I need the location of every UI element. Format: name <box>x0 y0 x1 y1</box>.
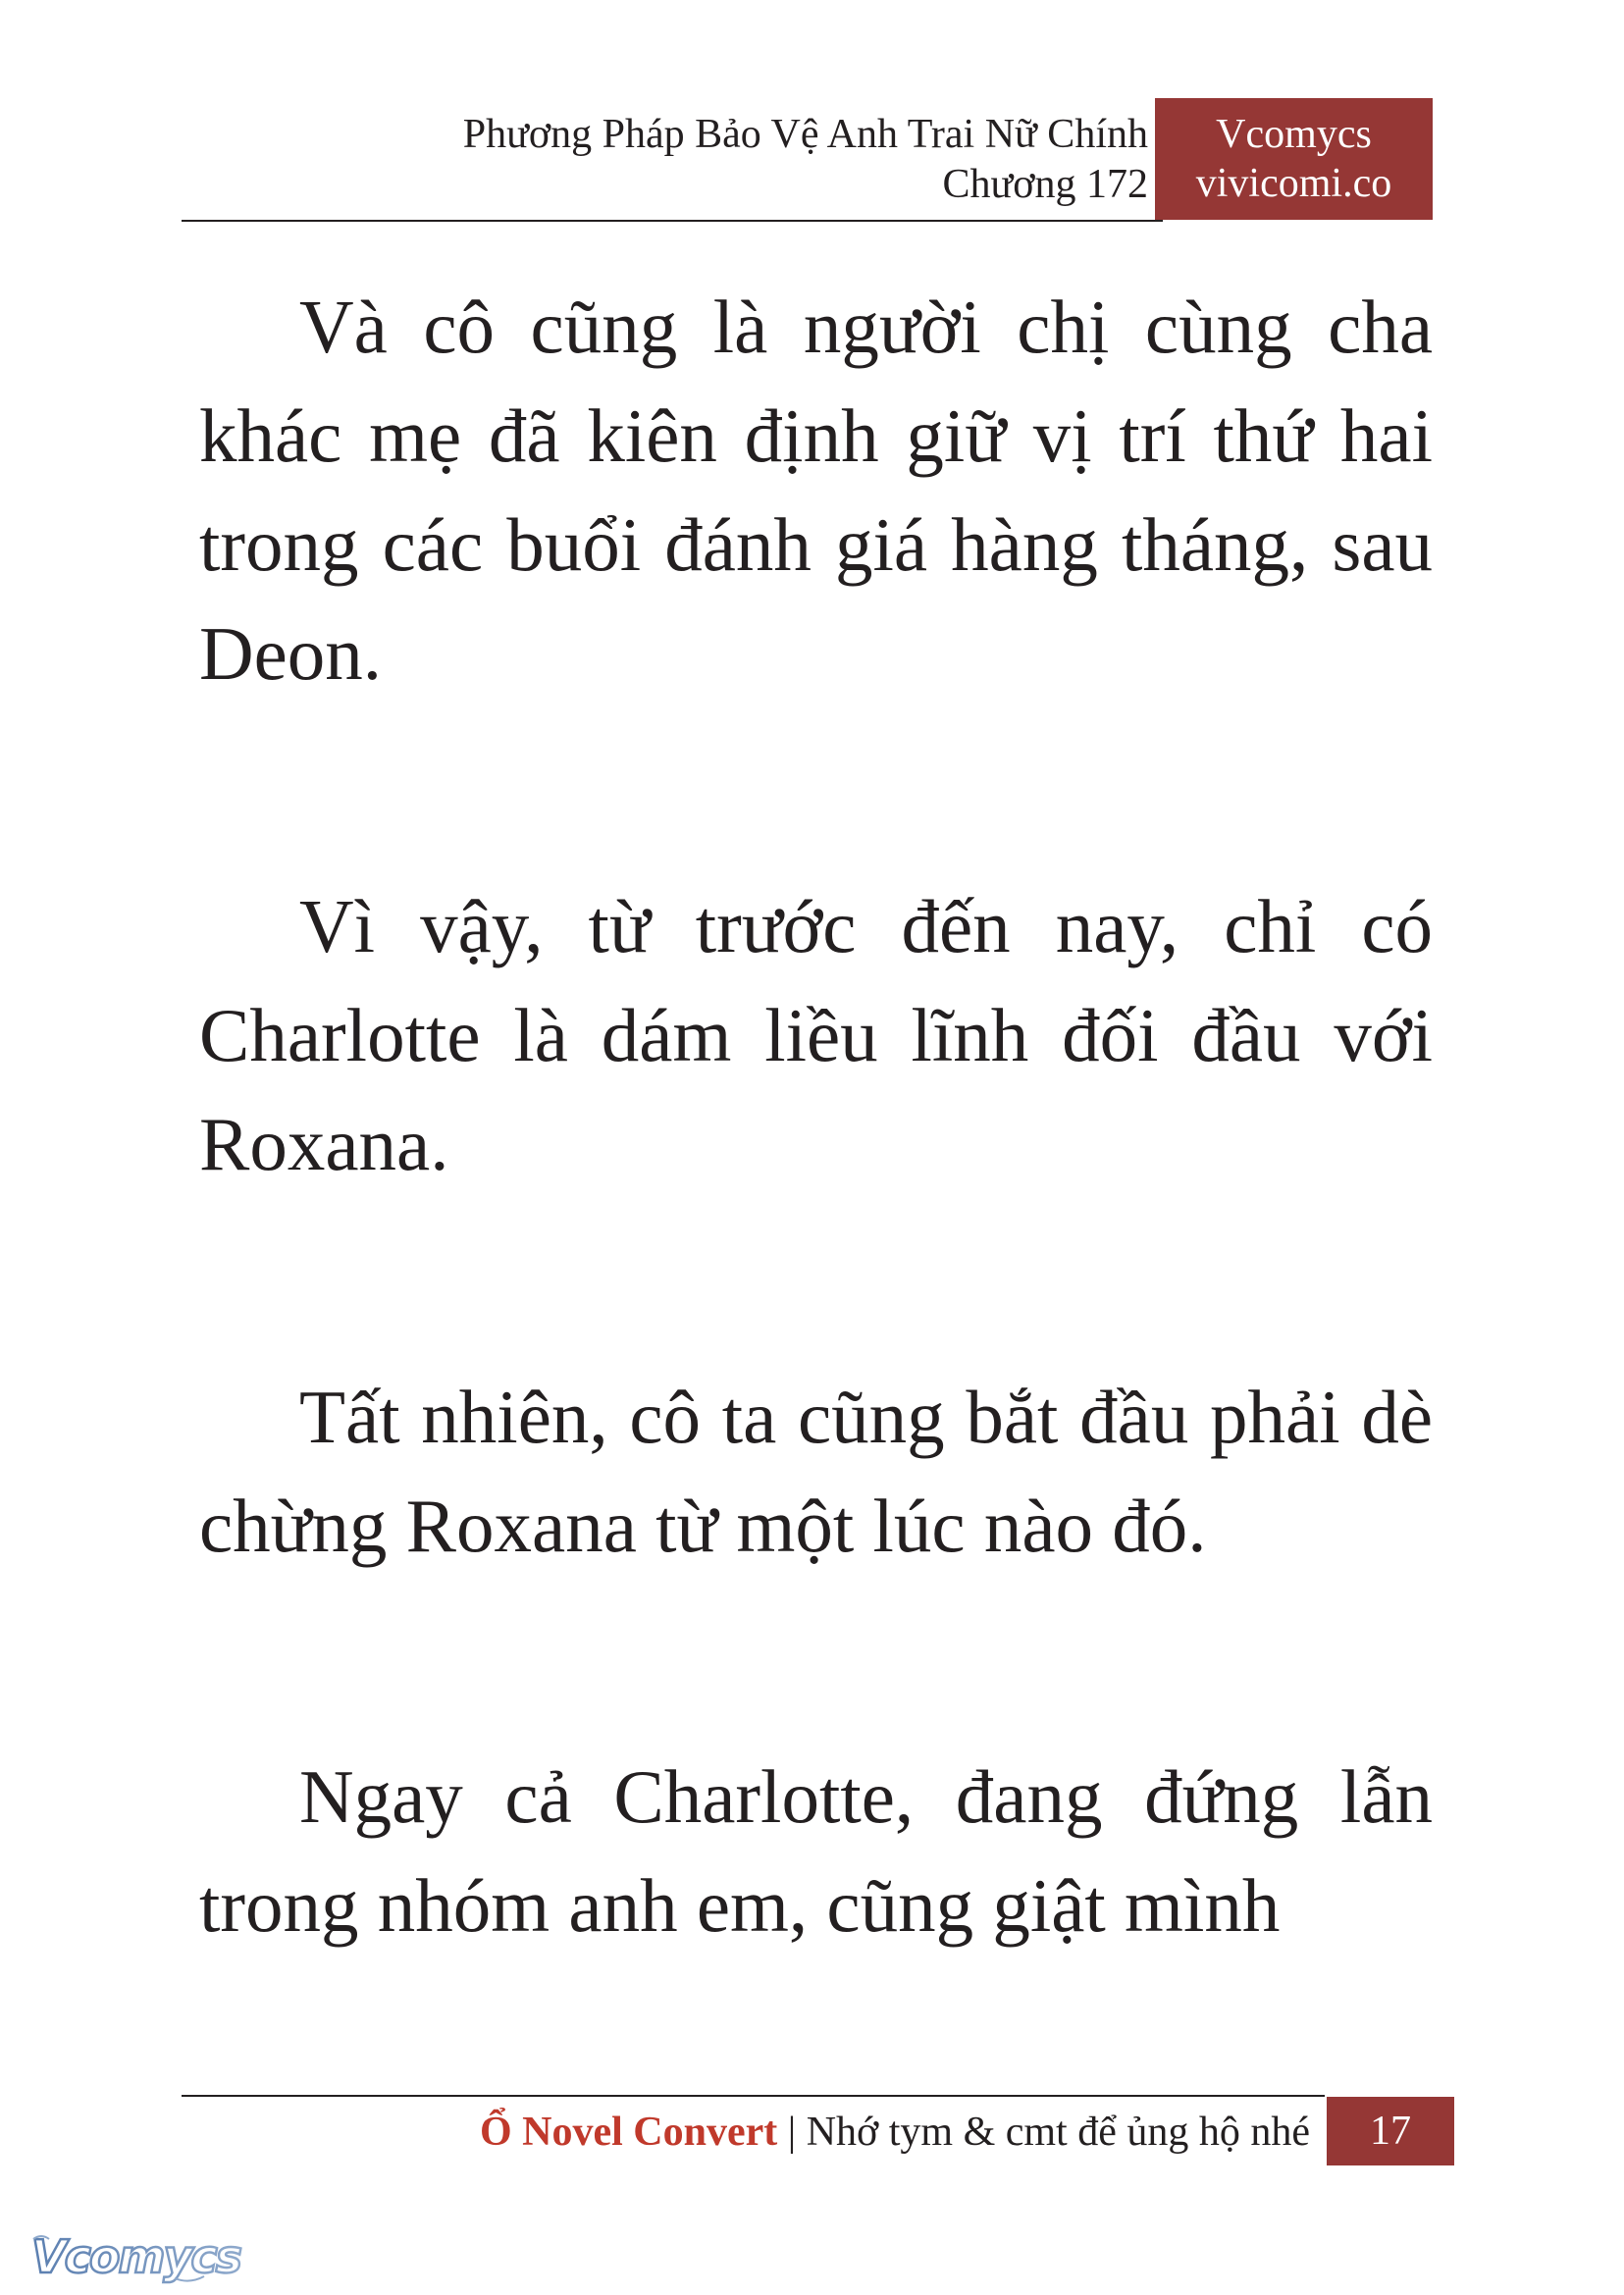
badge-site-url: vivicomi.co <box>1195 161 1392 206</box>
svg-text:Vcomycs: Vcomycs <box>31 2230 241 2283</box>
badge-site-name: Vcomycs <box>1216 112 1372 157</box>
chapter-content <box>199 273 1433 1960</box>
page-number: 17 <box>1327 2097 1454 2165</box>
paragraph: Vì vậy, từ trước đến nay, chỉ có Charlotte là dám liều lĩnh đối đầu với Roxana. <box>199 884 1433 1186</box>
paragraph: Tất nhiên, cô ta cũng bắt đầu phải dè chừng Roxana từ một lúc nào đó. <box>199 1375 1433 1568</box>
footer-separator: | <box>787 2110 797 2155</box>
chapter-label: Chương 172 <box>942 162 1148 207</box>
site-badge <box>1155 98 1433 220</box>
footer-divider <box>182 2095 1325 2097</box>
header-titles <box>463 110 1148 210</box>
header-divider <box>182 220 1163 222</box>
book-title: Phương Pháp Bảo Vệ Anh Trai Nữ Chính <box>462 112 1148 157</box>
footer-text <box>480 2105 1310 2160</box>
paragraph: Và cô cũng là người chị cùng cha khác mẹ đã kiên định giữ vị trí thứ hai trong các buổi đánh giá hàng tháng, sau Deon. <box>199 285 1433 696</box>
footer-message: Nhớ tym & cmt để ủng hộ nhé <box>806 2110 1310 2155</box>
page-header <box>182 98 1433 220</box>
vcomycs-logo-icon <box>27 2229 243 2284</box>
paragraph: Ngay cả Charlotte, đang đứng lẫn trong nhóm anh em, cũng giật mình <box>199 1754 1433 1948</box>
footer-brand: Ổ Novel Convert <box>479 2110 778 2155</box>
